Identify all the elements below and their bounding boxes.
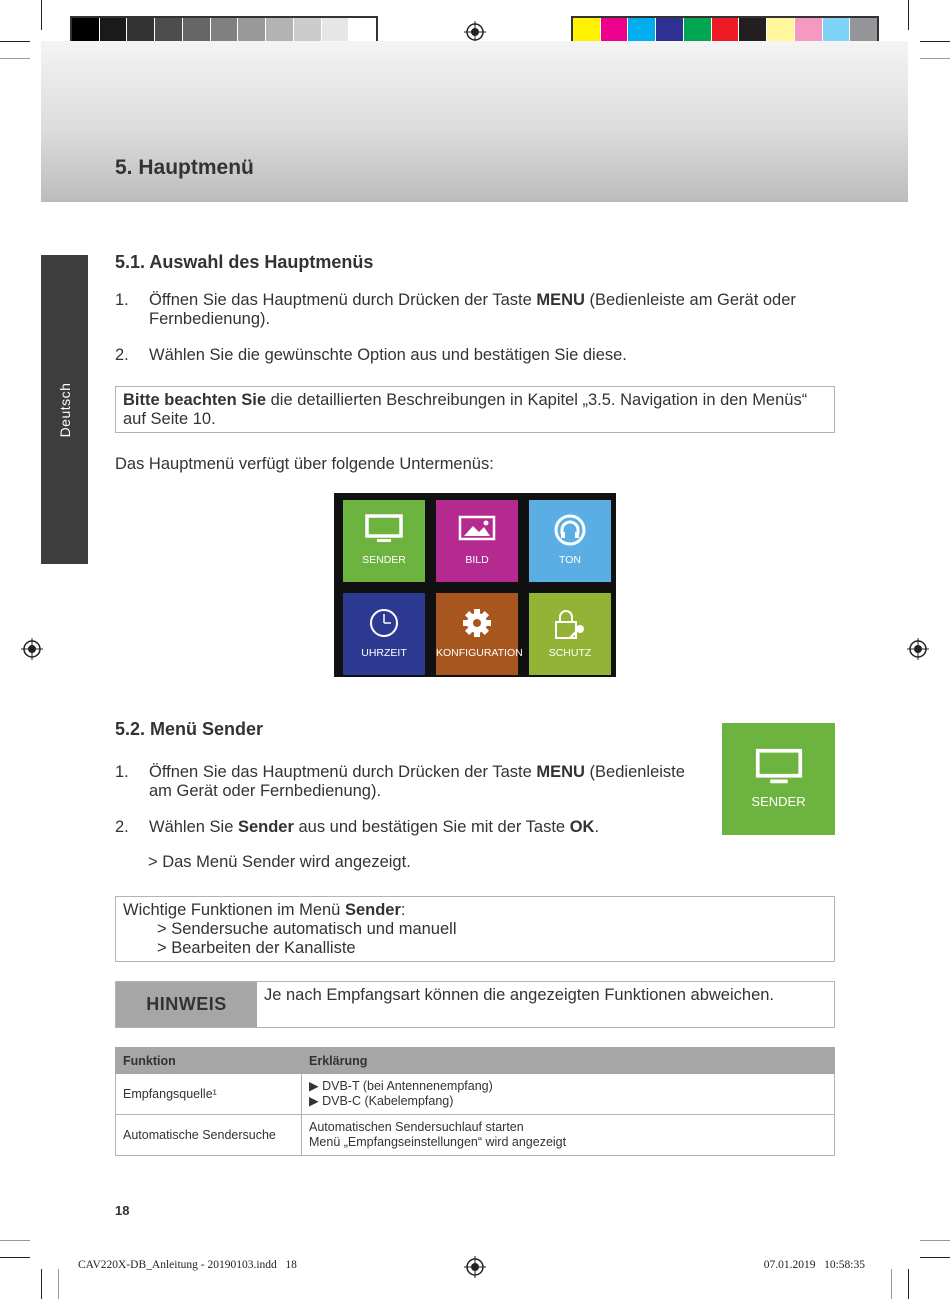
- crop-mark: [0, 1257, 30, 1258]
- table-cell-function: Empfangsquelle¹: [116, 1074, 302, 1115]
- key-name: Sender: [237, 818, 294, 836]
- list-item: [115, 291, 835, 331]
- list-number: 2.: [115, 818, 129, 836]
- table-row: [116, 1074, 835, 1115]
- list-number: 1.: [115, 763, 129, 781]
- menu-tile-schutz: [529, 593, 611, 675]
- text-run: Wichtige Funktionen im Menü: [123, 901, 345, 919]
- footer-file-info: CAV220X-DB_Anleitung - 20190103.indd 18: [78, 1259, 297, 1271]
- footer-timestamp: 07.01.2019 10:58:35: [763, 1259, 865, 1271]
- section-heading: 5.1. Auswahl des Hauptmenüs: [115, 252, 374, 272]
- registration-mark-icon: [21, 638, 43, 660]
- crop-mark: [0, 41, 30, 42]
- chapter-title: 5. Hauptmenü: [115, 156, 254, 179]
- registration-mark-icon: [464, 21, 486, 43]
- submenu-intro: Das Hauptmenü verfügt über folgende Untermenüs:: [115, 455, 494, 473]
- cell-line: ▶ DVB-T (bei Antennenempfang): [309, 1079, 493, 1093]
- gear-icon: [461, 607, 493, 639]
- tile-label: SENDER: [751, 794, 806, 809]
- result-line: > Das Menü Sender wird angezeigt.: [148, 853, 411, 871]
- crop-mark: [920, 41, 950, 42]
- section-heading: 5.2. Menü Sender: [115, 719, 264, 739]
- registration-mark-icon: [907, 638, 929, 660]
- crop-mark: [0, 1240, 30, 1241]
- functions-heading: [123, 901, 827, 920]
- text-run: (Bedienleiste am Gerät oder Fernbedienung).: [149, 763, 685, 800]
- key-name: MENU: [536, 763, 585, 781]
- list-item: [115, 346, 835, 366]
- crop-mark: [41, 1269, 42, 1299]
- key-name: OK: [569, 818, 595, 836]
- cell-line: Menü „Empfangseinstellungen“ wird angezeigt: [309, 1135, 567, 1149]
- text-run: .: [594, 818, 600, 836]
- list-number: 2.: [115, 346, 129, 364]
- tile-label: SENDER: [362, 554, 406, 566]
- tile-label: KONFIGURATION: [436, 647, 523, 659]
- table-header-row: [116, 1048, 835, 1074]
- table-cell-explanation: [302, 1074, 835, 1115]
- crop-mark: [41, 0, 42, 30]
- text-run: (Bedienleiste am Gerät oder Fernbedienung).: [149, 291, 796, 328]
- column-header: Erklärung: [302, 1048, 835, 1074]
- text-run: Öffnen Sie das Hauptmenü durch Drücken der Taste: [149, 763, 537, 781]
- menu-tile-sender: [343, 500, 425, 582]
- menu-tile-bild: [436, 500, 518, 582]
- text-run: Wählen Sie: [149, 818, 238, 836]
- side-tab-label: Deutsch: [56, 382, 73, 437]
- table-cell-function: Automatische Sendersuche: [116, 1115, 302, 1156]
- text-run: Öffnen Sie das Hauptmenü durch Drücken der Taste: [149, 291, 537, 309]
- tile-label: UHRZEIT: [361, 647, 407, 659]
- function-table: [115, 1047, 835, 1156]
- note-text: die detaillierten Beschreibungen in Kapitel „3.5. Navigation in den Menüs“ auf Seite 10.: [123, 391, 808, 428]
- list-item: [115, 763, 715, 803]
- tile-label: BILD: [465, 554, 489, 566]
- hint-label: HINWEIS: [116, 982, 257, 1027]
- list-number: 1.: [115, 291, 129, 309]
- note-emphasis: Bitte beachten Sie: [123, 391, 267, 409]
- main-menu-screenshot: [334, 493, 616, 677]
- note-box: [115, 386, 835, 433]
- sender-menu-tile: [722, 723, 835, 835]
- list-text: [149, 291, 835, 329]
- column-header: Funktion: [116, 1048, 302, 1074]
- language-side-tab: [41, 255, 88, 564]
- crop-mark: [58, 1269, 59, 1299]
- lock-key-icon: [551, 607, 589, 641]
- list-text: [149, 818, 599, 837]
- crop-mark: [891, 1269, 892, 1299]
- crop-mark: [920, 58, 950, 59]
- list-text: [149, 763, 709, 801]
- menu-tile-uhrzeit: [343, 593, 425, 675]
- list-item: [115, 818, 715, 838]
- tile-label: TON: [559, 554, 581, 566]
- text-run: :: [400, 901, 406, 919]
- functions-box: [115, 896, 835, 962]
- picture-icon: [457, 514, 497, 544]
- registration-mark-icon: [464, 1256, 486, 1278]
- table-row: [116, 1115, 835, 1156]
- crop-mark: [908, 0, 909, 30]
- crop-mark: [920, 1257, 950, 1258]
- hint-text: Je nach Empfangsart können die angezeigten Funktionen abweichen.: [264, 986, 775, 1004]
- tv-icon: [364, 514, 404, 544]
- menu-tile-konfiguration: [436, 593, 523, 675]
- crop-mark: [920, 1240, 950, 1241]
- key-name: MENU: [536, 291, 585, 309]
- function-item: > Bearbeiten der Kanalliste: [157, 939, 356, 957]
- cell-line: ▶ DVB-C (Kabelempfang): [309, 1094, 454, 1108]
- page-number: 18: [115, 1203, 130, 1218]
- hint-box: [115, 981, 835, 1028]
- tile-label: SCHUTZ: [548, 647, 592, 659]
- menu-name: Sender: [344, 901, 401, 919]
- menu-tile-ton: [529, 500, 611, 582]
- text-run: aus und bestätigen Sie mit der Taste: [293, 818, 570, 836]
- clock-icon: [368, 607, 400, 639]
- table-cell-explanation: [302, 1115, 835, 1156]
- crop-mark: [0, 58, 30, 59]
- tv-icon: [754, 747, 804, 787]
- function-item: > Sendersuche automatisch und manuell: [157, 920, 457, 938]
- headphones-icon: [553, 514, 587, 546]
- cell-line: Automatischen Sendersuchlauf starten: [309, 1120, 524, 1134]
- list-text: Wählen Sie die gewünschte Option aus und bestätigen Sie diese.: [149, 346, 627, 364]
- crop-mark: [908, 1269, 909, 1299]
